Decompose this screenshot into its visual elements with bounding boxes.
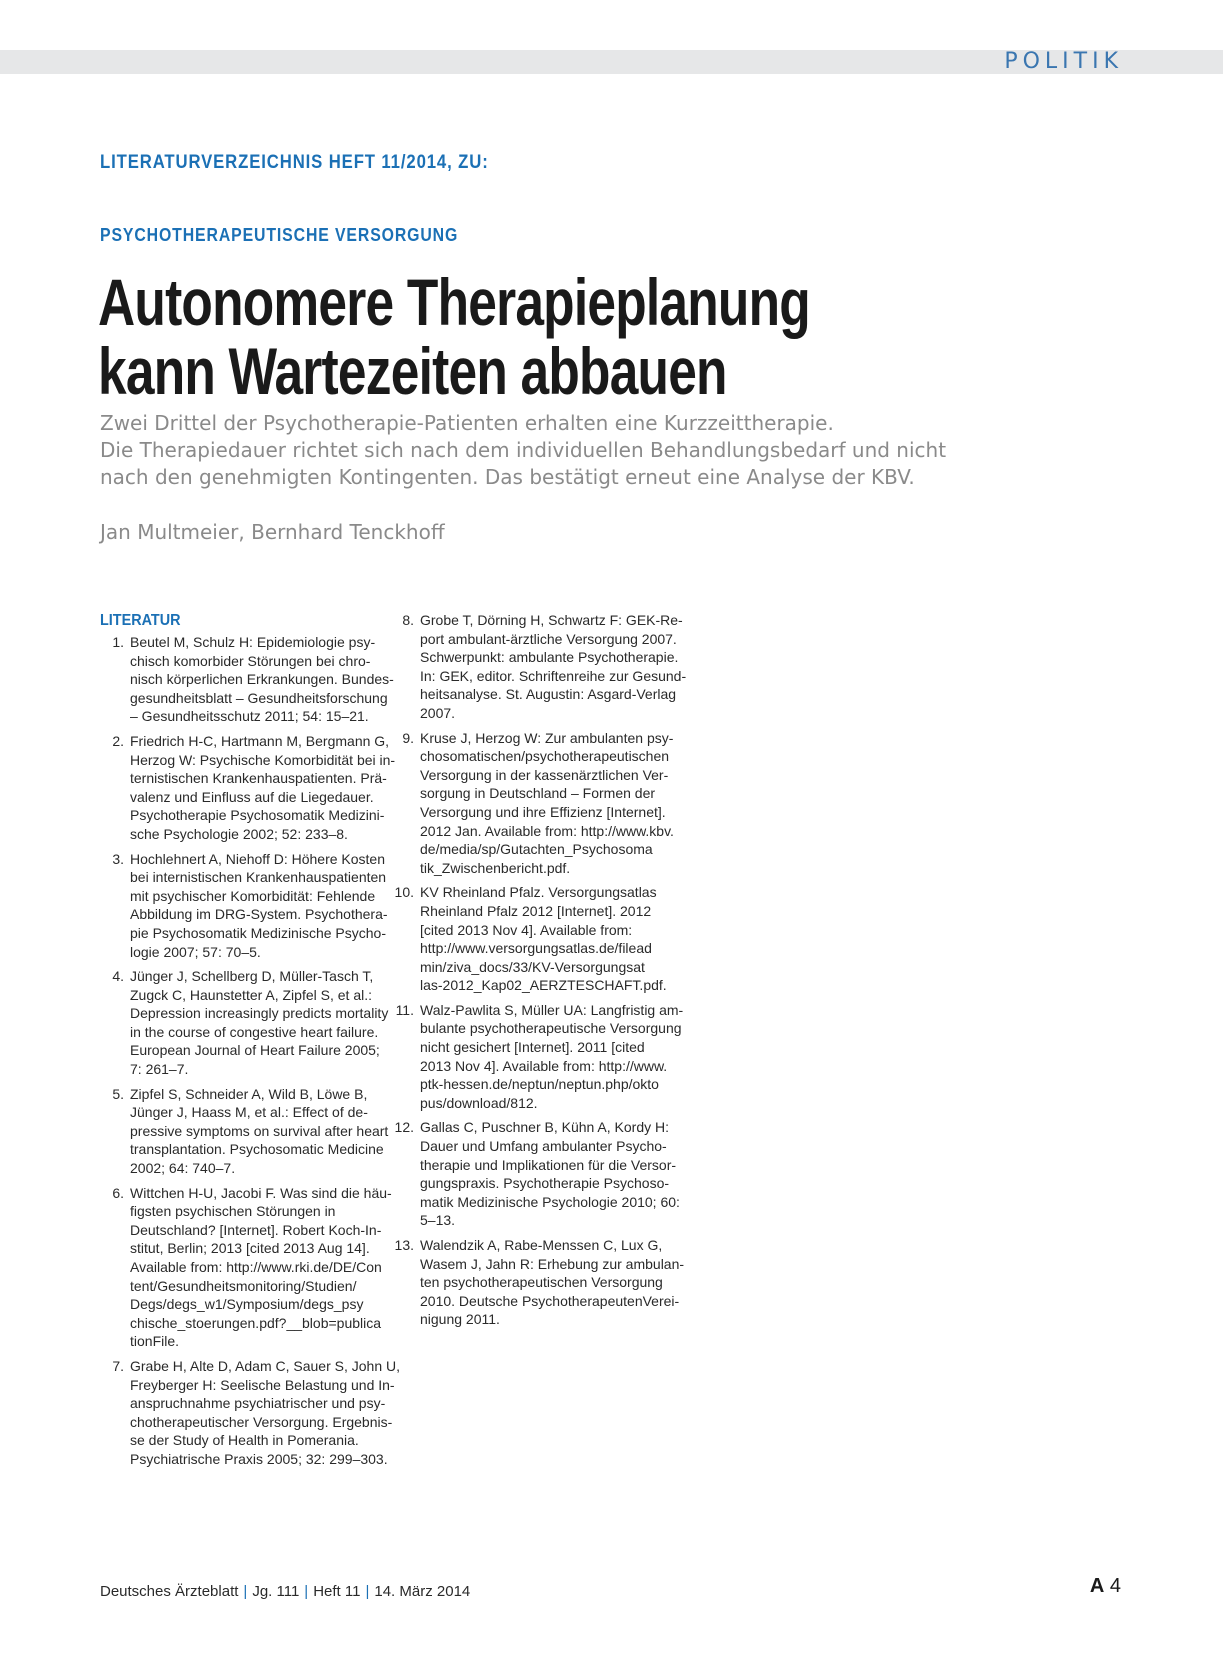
reference-line: Walendzik A, Rabe-Menssen C, Lux G, xyxy=(420,1237,663,1253)
reference-list-right xyxy=(394,611,687,1335)
reference-line: 2007. xyxy=(420,704,456,721)
reference-line: tionFile. xyxy=(130,1333,180,1350)
reference-line: pie Psychosomatik Medizinische Psycho- xyxy=(130,924,386,941)
reference-line: mit psychischer Komorbidität: Fehlende xyxy=(130,887,376,904)
kicker-topic: PSYCHOTHERAPEUTISCHE VERSORGUNG xyxy=(100,225,459,245)
reference-line: Beutel M, Schulz H: Epidemiologie psy- xyxy=(130,634,376,650)
reference-item xyxy=(394,611,687,723)
reference-text xyxy=(420,1001,683,1113)
reference-number: 4. xyxy=(112,968,124,985)
reference-line: Grabe H, Alte D, Adam C, Sauer S, John U, xyxy=(130,1357,401,1374)
reference-number: 5. xyxy=(112,1085,124,1102)
reference-text xyxy=(130,1085,388,1178)
reference-number: 2. xyxy=(112,732,124,749)
reference-item xyxy=(100,732,396,844)
reference-line: http://www.versorgungsatlas.de/filead xyxy=(420,940,652,957)
footer-volume: Jg. 111 xyxy=(252,1583,300,1600)
reference-line: Grobe T, Dörning H, Schwartz F: GEK-Re- xyxy=(420,612,683,628)
reference-line: pressive symptoms on survival after heart xyxy=(130,1122,389,1139)
reference-number: 11. xyxy=(395,1001,414,1018)
reference-line: ternistischen Krankenhauspatienten. Prä- xyxy=(130,770,387,787)
reference-line: figsten psychischen Störungen in xyxy=(130,1203,336,1220)
reference-line: las-2012_Kap02_AERZTESCHAFT.pdf. xyxy=(420,977,667,994)
literature-heading: LITERATUR xyxy=(100,612,181,629)
reference-line: heitsanalyse. St. Augustin: Asgard-Verlag xyxy=(420,686,677,703)
reference-line: Deutschland? [Internet]. Robert Koch-In- xyxy=(130,1221,382,1238)
reference-number: 3. xyxy=(112,850,124,867)
reference-line: Kruse J, Herzog W: Zur ambulanten psy- xyxy=(420,729,674,746)
footer-citation xyxy=(100,1583,470,1600)
reference-line: Dauer und Umfang ambulanter Psycho- xyxy=(420,1138,667,1155)
reference-line: Degs/degs_w1/Symposium/degs_psy xyxy=(130,1296,364,1313)
reference-line: bei internistischen Krankenhauspatienten xyxy=(130,869,387,886)
reference-line: Hochlehnert A, Niehoff D: Höhere Kosten xyxy=(130,850,386,867)
reference-line: Walz-Pawlita S, Müller UA: Langfristig am- xyxy=(420,1001,684,1018)
reference-line: Jünger J, Schellberg D, Müller-Tasch T, xyxy=(130,968,374,985)
footer-separator: | xyxy=(304,1583,309,1600)
page-number xyxy=(1090,1575,1121,1598)
reference-line: KV Rheinland Pfalz. Versorgungsatlas xyxy=(420,884,657,901)
reference-line: gesundheitsblatt – Gesundheitsforschung xyxy=(130,689,388,706)
footer-separator: | xyxy=(365,1583,370,1600)
reference-line: min/ziva_docs/33/KV-Versorgungsat xyxy=(420,958,645,975)
reference-line: pus/download/812. xyxy=(420,1094,538,1111)
reference-item xyxy=(394,1236,685,1329)
reference-line: Wasem J, Jahn R: Erhebung zur ambulan- xyxy=(420,1255,685,1272)
reference-item xyxy=(100,1357,401,1469)
reference-item xyxy=(394,883,676,995)
reference-line: Gallas C, Puschner B, Kühn A, Kordy H: xyxy=(420,1119,670,1136)
reference-line: bulante psychotherapeutische Versorgung xyxy=(420,1020,682,1037)
reference-line: transplantation. Psychosomatic Medicine xyxy=(130,1141,384,1158)
reference-line: Freyberger H: Seelische Belastung und In- xyxy=(130,1376,395,1393)
reference-line: Psychiatrische Praxis 2005; 32: 299–303. xyxy=(130,1450,388,1467)
reference-text xyxy=(420,883,676,995)
reference-line: chische_stoerungen.pdf?__blob=publica xyxy=(130,1314,382,1331)
reference-text xyxy=(130,850,388,962)
lead-line: Die Therapiedauer richtet sich nach dem individuellen Behandlungsbedarf und nicht xyxy=(100,438,947,462)
title-line: Autonomere Therapieplanung xyxy=(98,265,810,339)
reference-item xyxy=(100,1184,392,1351)
reference-line: 2010. Deutsche PsychotherapeutenVerei- xyxy=(420,1292,680,1309)
reference-line: Versorgung und ihre Effizienz [Internet]. xyxy=(420,803,666,820)
reference-line: nisch körperlichen Erkrankungen. Bundes- xyxy=(130,671,394,688)
reference-line: Zipfel S, Schneider A, Wild B, Löwe B, xyxy=(130,1085,368,1102)
reference-line: Wittchen H-U, Jacobi F. Was sind die häu- xyxy=(130,1184,392,1201)
reference-line: se der Study of Health in Pomerania. xyxy=(130,1432,359,1449)
reference-line: matik Medizinische Psychologie 2010; 60: xyxy=(420,1193,680,1210)
reference-item xyxy=(100,1085,389,1178)
reference-line: ptk-hessen.de/neptun/neptun.php/okto xyxy=(420,1076,659,1093)
reference-number: 13. xyxy=(394,1237,414,1253)
reference-item xyxy=(100,850,388,962)
reference-item xyxy=(100,967,389,1079)
footer-separator: | xyxy=(243,1583,248,1600)
reference-line: sche Psychologie 2002; 52: 233–8. xyxy=(130,825,348,842)
lead-line: nach den genehmigten Kontingenten. Das bestätigt erneut eine Analyse der KBV. xyxy=(100,465,915,489)
reference-line: logie 2007; 57: 70–5. xyxy=(130,943,261,960)
reference-item xyxy=(100,633,394,726)
reference-line: 2013 Nov 4]. Available from: http://www. xyxy=(420,1057,668,1074)
reference-line: ten psychotherapeutischen Versorgung xyxy=(420,1274,663,1291)
lead-line: Zwei Drittel der Psychotherapie-Patienten erhalten eine Kurzzeittherapie. xyxy=(100,411,834,435)
lead-paragraph xyxy=(100,410,1000,491)
reference-line: tent/Gesundheitsmonitoring/Studien/ xyxy=(130,1277,357,1294)
reference-line: Depression increasingly predicts mortality xyxy=(130,1005,389,1022)
reference-text xyxy=(420,1118,680,1230)
reference-line: valenz und Einfluss auf die Liegedauer. xyxy=(130,788,374,805)
reference-line: Psychotherapie Psychosomatik Medizini- xyxy=(130,807,385,824)
reference-number: 6. xyxy=(112,1184,124,1201)
reference-line: Versorgung in der kassenärztlichen Ver- xyxy=(420,766,669,783)
authors: Jan Multmeier, Bernhard Tenckhoff xyxy=(100,520,445,544)
reference-line: Zugck C, Haunstetter A, Zipfel S, et al.: xyxy=(130,986,372,1003)
reference-line: therapie und Implikationen für die Versor- xyxy=(420,1156,677,1173)
reference-text xyxy=(420,729,676,878)
reference-line: Abbildung im DRG-System. Psychothera- xyxy=(130,906,388,923)
page-prefix: A xyxy=(1089,1575,1105,1597)
reference-number: 9. xyxy=(402,729,414,746)
reference-line: de/media/sp/Gutachten_Psychosoma xyxy=(420,841,653,858)
reference-line: tik_Zwischenbericht.pdf. xyxy=(420,859,571,876)
footer-journal: Deutsches Ärzteblatt xyxy=(100,1583,239,1600)
reference-line: – Gesundheitsschutz 2011; 54: 15–21. xyxy=(130,708,369,725)
reference-number: 8. xyxy=(402,612,414,628)
reference-line: port ambulant-ärztliche Versorgung 2007. xyxy=(420,630,677,647)
reference-text xyxy=(130,633,394,726)
reference-text xyxy=(130,732,395,844)
reference-line: nicht gesichert [Internet]. 2011 [cited xyxy=(420,1039,645,1056)
section-label: POLITIK xyxy=(1004,49,1123,74)
reference-line: in the course of congestive heart failure. xyxy=(130,1023,379,1040)
reference-line: Rheinland Pfalz 2012 [Internet]. 2012 xyxy=(420,902,652,919)
footer-date: 14. März 2014 xyxy=(374,1583,471,1600)
reference-line: 7: 261–7. xyxy=(130,1061,189,1078)
reference-number: 7. xyxy=(112,1357,124,1374)
reference-line: chotherapeutischer Versorgung. Ergebnis- xyxy=(130,1413,393,1430)
reference-line: chosomatischen/psychotherapeutischen xyxy=(420,748,670,765)
reference-line: [cited 2013 Nov 4]. Available from: xyxy=(420,921,633,938)
reference-line: nigung 2011. xyxy=(420,1311,500,1328)
reference-line: European Journal of Heart Failure 2005; xyxy=(130,1042,380,1059)
reference-text xyxy=(130,967,388,1079)
reference-line: stitut, Berlin; 2013 [cited 2013 Aug 14]. xyxy=(130,1240,370,1257)
reference-item xyxy=(394,729,676,878)
reference-line: Friedrich H-C, Hartmann M, Bergmann G, xyxy=(130,732,390,749)
reference-text xyxy=(420,611,686,723)
reference-line: 2002; 64: 740–7. xyxy=(130,1160,236,1177)
reference-line: Schwerpunkt: ambulante Psychotherapie. xyxy=(420,649,679,666)
reference-text xyxy=(420,1236,684,1329)
reference-number: 10. xyxy=(394,884,414,901)
page-number-value: 4 xyxy=(1109,1575,1121,1597)
reference-line: Herzog W: Psychische Komorbidität bei in- xyxy=(130,751,396,768)
reference-line: chisch komorbider Störungen bei chro- xyxy=(130,652,371,669)
kicker-bibliography: LITERATURVERZEICHNIS HEFT 11/2014, ZU: xyxy=(100,152,489,173)
reference-line: Jünger J, Haass M, et al.: Effect of de- xyxy=(130,1104,368,1121)
reference-item xyxy=(394,1118,680,1230)
reference-line: In: GEK, editor. Schriftenreihe zur Gesund- xyxy=(420,667,687,684)
reference-line: Available from: http://www.rki.de/DE/Con xyxy=(130,1259,382,1275)
page-title xyxy=(98,265,810,408)
reference-line: gungspraxis. Psychotherapie Psychoso- xyxy=(420,1175,670,1192)
title-line: kann Wartezeiten abbauen xyxy=(98,334,727,408)
reference-line: 5–13. xyxy=(420,1212,456,1229)
reference-line: sorgung in Deutschland – Formen der xyxy=(420,785,656,802)
reference-list-left xyxy=(100,633,401,1475)
reference-number: 12. xyxy=(394,1119,414,1136)
reference-text xyxy=(130,1184,392,1351)
footer-issue: Heft 11 xyxy=(313,1583,361,1600)
reference-number: 1. xyxy=(112,634,124,650)
reference-item xyxy=(394,1001,684,1113)
reference-line: 2012 Jan. Available from: http://www.kbv. xyxy=(420,822,674,839)
reference-line: anspruchnahme psychiatrischer und psy- xyxy=(130,1395,386,1412)
reference-text xyxy=(130,1357,400,1469)
